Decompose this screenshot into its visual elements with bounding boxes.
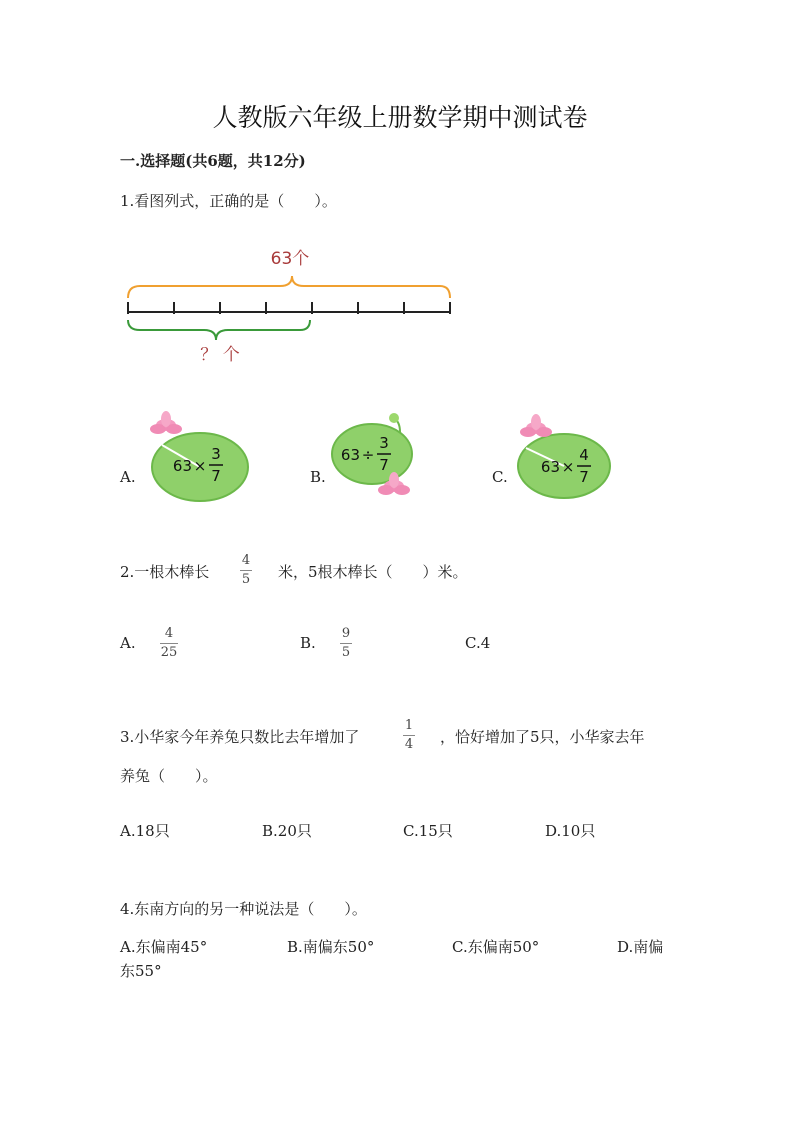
question-3-fraction: 1 4 <box>404 718 414 752</box>
question-2-post: 米，5根木棒长（ ）米。 <box>278 563 468 581</box>
q3-option-c[interactable]: C.15只 <box>403 822 453 840</box>
svg-text:4: 4 <box>579 446 589 464</box>
q1-option-a-letter[interactable]: A. <box>120 468 136 486</box>
svg-text:×: × <box>193 457 207 475</box>
lotus-flower-icon <box>520 414 552 437</box>
svg-text:×: × <box>561 458 575 476</box>
question-3-post: ，恰好增加了5只，小华家去年 <box>440 728 645 746</box>
q4-option-d[interactable]: D.南偏 <box>617 938 664 956</box>
q3-option-a[interactable]: A.18只 <box>120 822 170 840</box>
svg-text:63: 63 <box>540 458 560 476</box>
diagram-top-label: 63个 <box>270 249 310 269</box>
question-3-line2: 养兔（ ）。 <box>120 767 218 785</box>
q2-option-c[interactable]: C.4 <box>465 634 491 652</box>
question-4-stem: 4.东南方向的另一种说法是（ ）。 <box>120 900 367 918</box>
q2-option-a-fraction[interactable]: 4 25 <box>160 626 178 660</box>
q3-option-d[interactable]: D.10只 <box>545 822 596 840</box>
segment-diagram <box>120 240 460 370</box>
q4-option-a[interactable]: A.东偏南45° <box>120 938 208 956</box>
page-title: 人教版六年级上册数学期中测试卷 <box>212 103 588 132</box>
bottom-brace <box>128 320 310 340</box>
diagram-bottom-label: ？ 个 <box>200 345 240 365</box>
top-brace <box>128 276 450 298</box>
q3-option-b[interactable]: B.20只 <box>262 822 312 840</box>
lotus-flower-icon <box>150 411 182 434</box>
q1-option-b-letter[interactable]: B. <box>310 468 326 486</box>
svg-text:3: 3 <box>211 445 221 463</box>
q4-option-c[interactable]: C.东偏南50° <box>452 938 540 956</box>
q2-option-b-letter[interactable]: B. <box>300 634 316 652</box>
section-heading: 一.选择题(共6题，共12分) <box>120 152 306 170</box>
svg-text:63: 63 <box>172 457 192 475</box>
svg-text:7: 7 <box>211 467 221 485</box>
q1-option-c-lilypad[interactable] <box>510 408 620 503</box>
question-2-fraction: 4 5 <box>241 553 251 587</box>
question-2-pre: 2.一根木棒长 <box>120 563 210 581</box>
q4-option-b[interactable]: B.南偏东50° <box>287 938 375 956</box>
q2-option-b-fraction[interactable]: 9 5 <box>341 626 351 660</box>
svg-text:63: 63 <box>340 446 360 464</box>
q1-option-c-letter[interactable]: C. <box>492 468 508 486</box>
question-1-stem: 1.看图列式，正确的是（ ）。 <box>120 192 337 210</box>
q1-option-a-lilypad[interactable] <box>142 405 252 505</box>
svg-text:3: 3 <box>379 434 389 452</box>
svg-text:7: 7 <box>379 456 389 474</box>
svg-text:÷: ÷ <box>361 446 375 464</box>
q2-option-a-letter[interactable]: A. <box>120 634 136 652</box>
svg-text:7: 7 <box>579 468 589 486</box>
q4-option-d-wrap: 东55° <box>120 962 162 980</box>
question-3-pre: 3.小华家今年养兔只数比去年增加了 <box>120 728 360 746</box>
q1-option-b-lilypad[interactable] <box>330 410 430 505</box>
